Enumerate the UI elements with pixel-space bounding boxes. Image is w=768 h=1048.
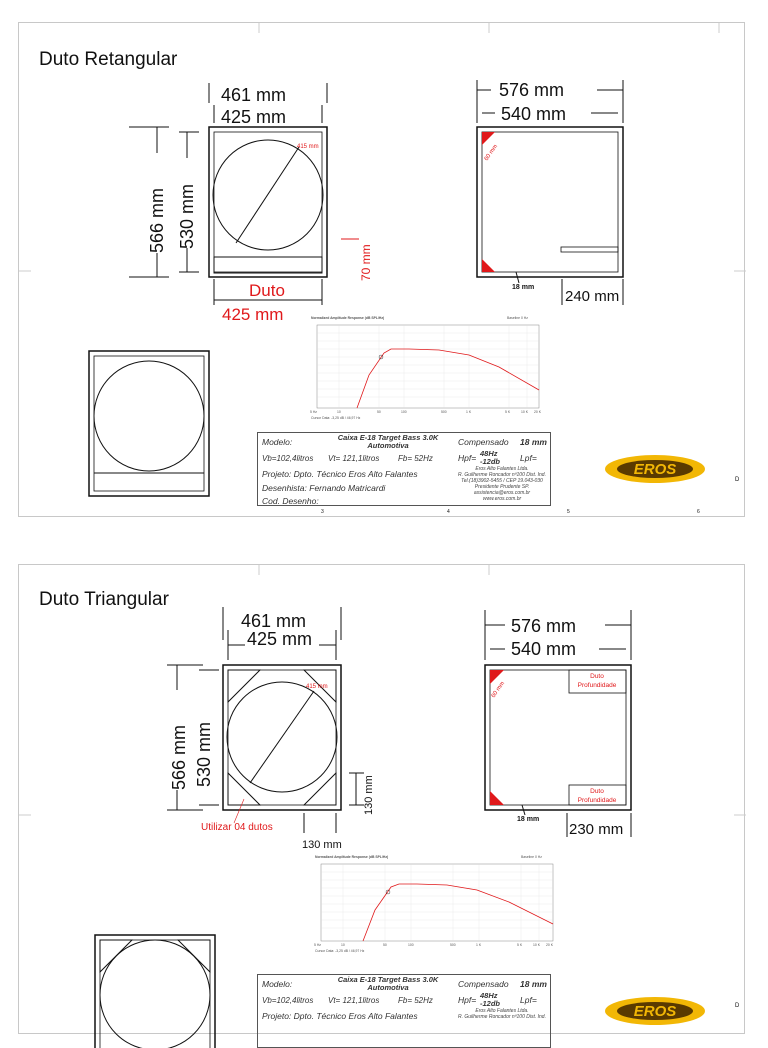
inner-height-label: 530 mm	[177, 183, 197, 249]
vb-value: Vb=102,4litros	[262, 454, 314, 463]
svg-text:5 Hz: 5 Hz	[314, 943, 321, 947]
svg-text:4: 4	[447, 509, 450, 515]
svg-text:LOUDSPEAKERS: LOUDSPEAKERS	[640, 479, 670, 483]
svg-text:Normalized Amplitude Response: Normalized Amplitude Response (dB SPL/Hz)	[311, 316, 385, 320]
vt-value: Vt= 121,1litros	[328, 454, 380, 463]
wall-label: 18 mm	[517, 816, 540, 823]
eros-logo	[19, 23, 746, 518]
svg-text:10 K: 10 K	[521, 410, 528, 414]
projeto-value: Projeto: Dpto. Técnico Eros Alto Falantes	[262, 1011, 418, 1021]
wall-label: 18 mm	[512, 284, 535, 291]
drawing-sheet-rectangular	[18, 22, 745, 517]
sheet-title: Duto Triangular	[39, 589, 169, 610]
svg-text:D: D	[735, 477, 740, 483]
svg-text:D: D	[735, 1003, 740, 1009]
compensado-value: 18 mm	[520, 437, 547, 447]
address-block: Eros Alto Falantes Ltda. R. Guilherme Roncador nº100 Dist. Ind. Tel.(18)3902-5455 / CEP 19.043-030 Presidente Prudente SP. assistencia@eros.com.br www.eros.com.br	[458, 466, 546, 502]
corner-label: 60 mm	[483, 143, 500, 163]
drawing-sheet-triangular	[18, 564, 745, 1034]
port-label: Duto	[249, 281, 285, 300]
hpf-label: Hpf=	[458, 995, 477, 1005]
svg-text:3: 3	[321, 509, 324, 515]
outer-depth-label: 576 mm	[511, 616, 577, 636]
hpf-value: 48Hz -12db	[480, 991, 501, 1008]
lpf-label: Lpf=	[520, 453, 537, 463]
lpf-label: Lpf=	[520, 995, 537, 1005]
port-width-label: 425 mm	[222, 305, 284, 324]
vb-value: Vb=102,4litros	[262, 996, 314, 1005]
svg-text:5 K: 5 K	[505, 410, 511, 414]
svg-text:5 Hz: 5 Hz	[310, 410, 317, 414]
svg-text:20 K: 20 K	[534, 410, 541, 414]
outer-height-label: 566 mm	[147, 187, 167, 253]
duct-size-h-label: 130 mm	[302, 839, 342, 851]
inner-depth-label: 540 mm	[501, 104, 567, 124]
svg-text:100: 100	[408, 943, 414, 947]
svg-text:Duto: Duto	[590, 788, 604, 795]
modelo-label: Modelo:	[262, 979, 293, 989]
inner-depth-label: 540 mm	[511, 639, 577, 659]
svg-text:Cursor Data: -3,25 dB / 46,97: Cursor Data: -3,25 dB / 46,97 Hz	[311, 416, 361, 420]
svg-text:500: 500	[441, 410, 447, 414]
fb-value: Fb= 52Hz	[398, 454, 433, 463]
svg-text:500: 500	[450, 943, 456, 947]
fb-value: Fb= 52Hz	[398, 996, 433, 1005]
svg-text:Cursor Data: -3,25 dB / 46,97: Cursor Data: -3,25 dB / 46,97 Hz	[315, 949, 365, 953]
inner-width-label: 425 mm	[221, 107, 287, 127]
vt-value: Vt= 121,1litros	[328, 996, 380, 1005]
svg-text:EROS: EROS	[633, 461, 677, 478]
duct-note-label: Utilizar 04 dutos	[201, 822, 273, 833]
outer-depth-label: 576 mm	[499, 80, 565, 100]
port-height-label: 70 mm	[359, 244, 373, 281]
outer-width-label: 461 mm	[241, 611, 307, 631]
svg-text:10: 10	[341, 943, 345, 947]
svg-text:Profundidade: Profundidade	[577, 797, 617, 804]
svg-text:Baseline 0 Hz: Baseline 0 Hz	[507, 316, 528, 320]
svg-text:Normalized Amplitude Response: Normalized Amplitude Response (dB SPL/Hz)	[315, 855, 389, 859]
desenhista-value: Desenhista: Fernando Matricardi	[262, 483, 386, 493]
outer-height-label: 566 mm	[169, 724, 189, 790]
driver-diameter-label: 415 mm	[306, 684, 328, 690]
svg-text:50: 50	[383, 943, 387, 947]
svg-text:10 K: 10 K	[533, 943, 540, 947]
svg-text:5 K: 5 K	[517, 943, 523, 947]
svg-text:50: 50	[377, 410, 381, 414]
address-block: Eros Alto Falantes Ltda. R. Guilherme Roncador nº100 Dist. Ind.	[458, 1008, 546, 1020]
svg-text:EROS: EROS	[633, 1003, 677, 1020]
svg-text:6: 6	[697, 509, 700, 515]
modelo-label: Modelo:	[262, 437, 293, 447]
inner-height-label: 530 mm	[194, 721, 214, 787]
port-length-label: 240 mm	[565, 288, 620, 305]
port-length-label: 230 mm	[569, 821, 624, 838]
modelo-value: Caixa E-18 Target Bass 3.0K Automotiva	[337, 433, 439, 450]
svg-text:Baseline 0 Hz: Baseline 0 Hz	[521, 855, 542, 859]
svg-text:Profundidade: Profundidade	[577, 682, 617, 689]
svg-text:20 K: 20 K	[546, 943, 553, 947]
svg-text:10: 10	[337, 410, 341, 414]
compensado-label: Compensado	[458, 437, 509, 447]
cod-label: Cod. Desenho:	[262, 496, 319, 506]
projeto-value: Projeto: Dpto. Técnico Eros Alto Falantes	[262, 469, 418, 479]
compensado-label: Compensado	[458, 979, 509, 989]
hpf-label: Hpf=	[458, 453, 477, 463]
hpf-value: 48Hz -12db	[480, 449, 501, 466]
svg-text:100: 100	[401, 410, 407, 414]
svg-text:1 K: 1 K	[466, 410, 472, 414]
svg-text:Duto: Duto	[590, 673, 604, 680]
svg-text:1 K: 1 K	[476, 943, 482, 947]
inner-width-label: 425 mm	[247, 629, 313, 649]
modelo-value: Caixa E-18 Target Bass 3.0K Automotiva	[337, 975, 439, 992]
svg-text:5: 5	[567, 509, 570, 515]
driver-diameter-label: 415 mm	[297, 144, 319, 150]
sheet-title: Duto Retangular	[39, 49, 178, 70]
corner-label: 60 mm	[490, 680, 507, 700]
outer-width-label: 461 mm	[221, 85, 287, 105]
eros-logo	[19, 565, 746, 1035]
compensado-value: 18 mm	[520, 979, 547, 989]
duct-size-v-label: 130 mm	[363, 775, 375, 815]
